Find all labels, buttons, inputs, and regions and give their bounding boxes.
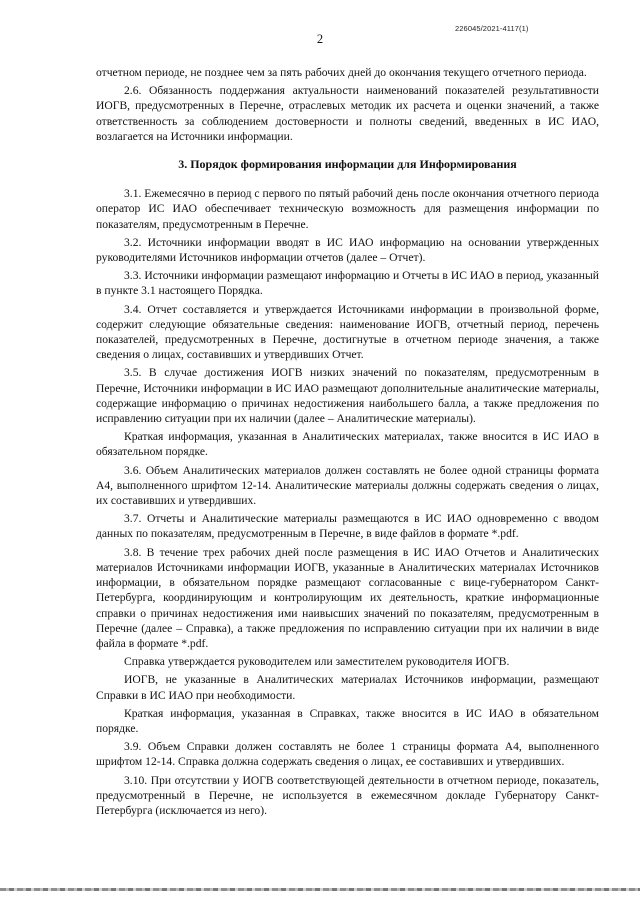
paragraph-3-10: 3.10. При отсутствии у ИОГВ соответствующей деятельности в отчетном периоде, показатель, предусмотренный в Перечне, не используется в ежемесячном докладе Губернатору Санкт-Петербурга (исключается из него). [96, 773, 599, 817]
paragraph-3-8-approval: Справка утверждается руководителем или заместителем руководителя ИОГВ. [124, 655, 510, 669]
paragraph-2-6: 2.6. Обязанность поддержания актуальности наименований показателей результативности ИОГВ, предусмотренных в Перечне, отраслевых методик их расчета и оценки значений, а также ответственность за соблюдением достоверности и полноты сведений, введенных в ИС ИАО, возлагается на Источники информации. [96, 84, 599, 143]
paragraph-3-1: 3.1. Ежемесячно в период с первого по пятый рабочий день после окончания отчетного периода оператор ИС ИАО обеспечивает техническую возможность для размещения информации по показателям, предусмотренным в Перечне. [96, 187, 599, 231]
paragraph-3-9: 3.9. Объем Справки должен составлять не более 1 страницы формата А4, выполненного шрифтом 12-14. Справка должна содержать сведения о лицах, ее составивших и утвердивших. [96, 740, 599, 769]
paragraph-3-8: 3.8. В течение трех рабочих дней после размещения в ИС ИАО Отчетов и Аналитических материалов Источниками информации ИОГВ, указанные в Аналитических материалах Источников информации, в обязательном порядке размещают согласованные с вице-губернатором Санкт-Петербурга, координирующим и контролирующим их деятельность, краткие информационные справки о причинах недостижения ими наивысших значений по показателям, предусмотренным в Перечне (далее – Справка), а также предложения по исправлению ситуации при их наличии в виде файла в формате *.pdf. [96, 545, 599, 650]
page-number: 2 [316, 32, 324, 46]
paragraph-3-8-optional: ИОГВ, не указанные в Аналитических материалах Источников информации, размещают Справки в ИС ИАО при необходимости. [96, 673, 599, 702]
paragraph-3-7: 3.7. Отчеты и Аналитические материалы размещаются в ИС ИАО одновременно с вводом данных по показателям, предусмотренным в Перечне, в виде файлов в формате *.pdf. [96, 512, 599, 541]
document-body [96, 65, 599, 821]
paragraph-3-5: 3.5. В случае достижения ИОГВ низких значений по показателям, предусмотренным в Перечне, Источники информации в ИС ИАО размещают дополнительные аналитические материалы, содержащие информацию о причинах недостижения наибольшего балла, а также предложения по исправлению ситуации при их наличии (далее – Аналитические материалы). [96, 366, 599, 426]
document-registration-number: 226045/2021-4117(1) [455, 24, 529, 33]
paragraph-3-6: 3.6. Объем Аналитических материалов должен составлять не более одной страницы формата А4, выполненного шрифтом 12-14. Аналитические материалы должны содержать сведения о лицах, их составивших и утвердивших. [96, 463, 599, 508]
section-3-heading: 3. Порядок формирования информации для Информирования [178, 157, 517, 172]
paragraph-3-2: 3.2. Источники информации вводят в ИС ИАО информацию на основании утвержденных руководителями Источников информации отчетов (далее – Отчет). [96, 235, 599, 265]
paragraph-continuation: отчетном периоде, не позднее чем за пять рабочих дней до окончания текущего отчетного периода. [96, 66, 587, 79]
paragraph-3-3: 3.3. Источники информации размещают информацию и Отчеты в ИС ИАО в период, указанный в пункте 3.1 настоящего Порядка. [96, 269, 599, 298]
paragraph-3-8-brief: Краткая информация, указанная в Справках, также вносится в ИС ИАО в обязательном порядке. [96, 706, 599, 735]
paragraph-3-4: 3.4. Отчет составляется и утверждается Источниками информации в произвольной форме, содержит следующие обязательные сведения: наименование ИОГВ, отчетный период, перечень показателей, предусмотренных в Перечне, достигнутые в отчетном периоде значения, а также сведения о лицах, составивших и утвердивших Отчет. [96, 302, 599, 362]
scan-edge-line [0, 888, 640, 891]
paragraph-3-5-brief: Краткая информация, указанная в Аналитических материалах, также вносится в ИС ИАО в обязательном порядке. [96, 430, 599, 459]
